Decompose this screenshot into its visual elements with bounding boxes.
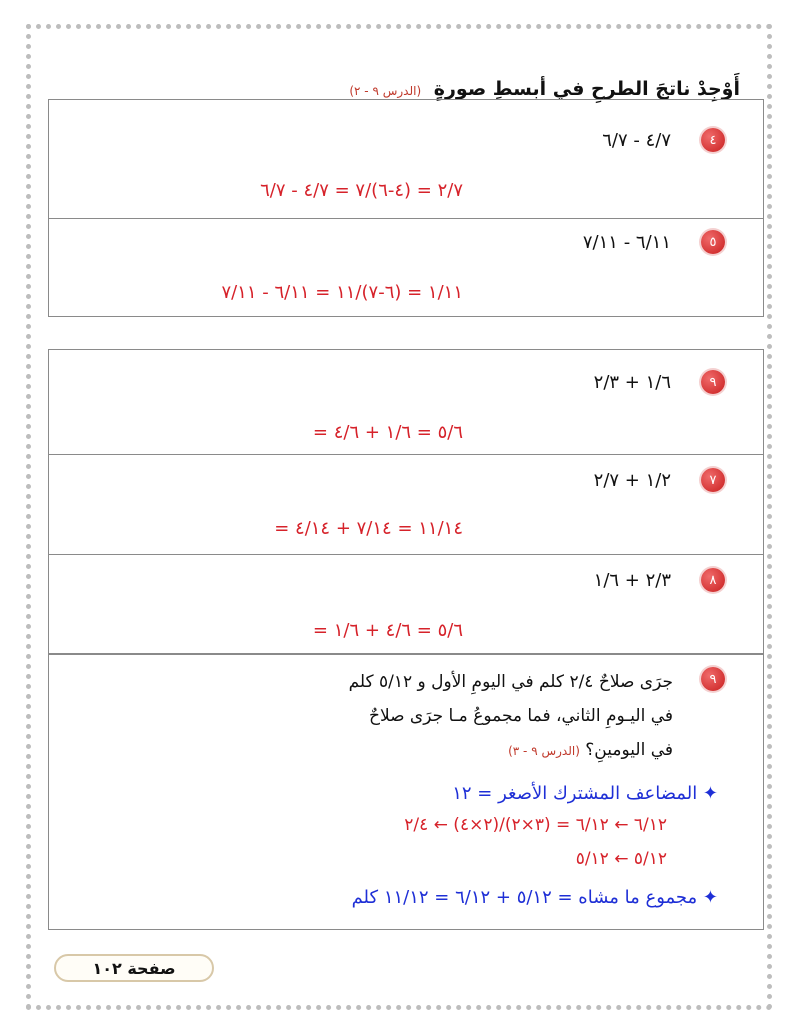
exercise-row	[49, 554, 763, 655]
exercise-question: ٤/٧ - ٦/٧	[602, 130, 671, 151]
exercise-row	[49, 100, 763, 219]
exercise-number-badge: ٧	[701, 468, 725, 492]
problem-line: في اليـومِ الثاني، فما مجموعُ مـا جرَى صلاحٌ	[368, 706, 673, 726]
lesson-reference: (الدرس ٩ - ٣)	[508, 744, 580, 758]
lesson-reference: (الدرس ٩ - ٢)	[349, 84, 422, 98]
sum-statement: ✦ مجموع ما مشاه = ٥/١٢ + ٦/١٢ = ١١/١٢ كلم	[351, 887, 718, 908]
exercise-number-badge: ٤	[701, 128, 725, 152]
exercise-question: ٦/١١ - ٧/١١	[582, 232, 671, 253]
exercise-question: ١/٦ + ٢/٣	[593, 372, 671, 393]
problem-text	[349, 665, 673, 768]
exercise-question: ١/٢ + ٢/٧	[593, 470, 671, 491]
exercise-answer: ٢/٧ = (٤-٦)/٧ = ٤/٧ - ٦/٧	[260, 180, 463, 201]
lcm-statement: ✦ المضاعف المشترك الأصغر = ١٢	[452, 783, 718, 804]
exercise-number-badge: ٥	[701, 230, 725, 254]
exercise-row	[49, 218, 763, 318]
exercise-number-badge: ٩	[701, 667, 725, 691]
exercise-answer: ٥/٦ = ١/٦ + ٤/٦ =	[312, 422, 463, 443]
problem-line: في اليومينِ؟	[585, 740, 673, 760]
exercise-answer: ١١/١٤ = ٧/١٤ + ٤/١٤ =	[274, 518, 463, 539]
addition-box	[48, 349, 764, 654]
fraction-conversion: ٥/١٢ ← ٥/١٢	[575, 849, 667, 869]
heading-text: أَوْجِدْ ناتجَ الطرحِ في أبسطِ صورةٍ	[433, 78, 740, 100]
page-number-tag: صفحة ١٠٢	[54, 954, 214, 982]
exercise-row	[49, 454, 763, 555]
word-problem-box	[48, 654, 764, 930]
exercise-number-badge: ٨	[701, 568, 725, 592]
exercise-answer: ٥/٦ = ٤/٦ + ١/٦ =	[312, 620, 463, 641]
exercise-row	[49, 350, 763, 455]
fraction-conversion: ٦/١٢ ← ٦/١٢ = (٣×٢)/(٢×٤) ← ٢/٤	[404, 815, 667, 835]
problem-line-3	[349, 733, 673, 768]
section-heading	[60, 78, 740, 100]
subtraction-box	[48, 99, 764, 317]
exercise-answer: ١/١١ = (٦-٧)/١١ = ٦/١١ - ٧/١١	[221, 282, 463, 303]
exercise-question: ٢/٣ + ١/٦	[593, 570, 671, 591]
exercise-number-badge: ٩	[701, 370, 725, 394]
problem-line: جرَى صلاحٌ ٢/٤ كلم في اليومِ الأول و ٥/١٢ كلم	[348, 672, 673, 692]
